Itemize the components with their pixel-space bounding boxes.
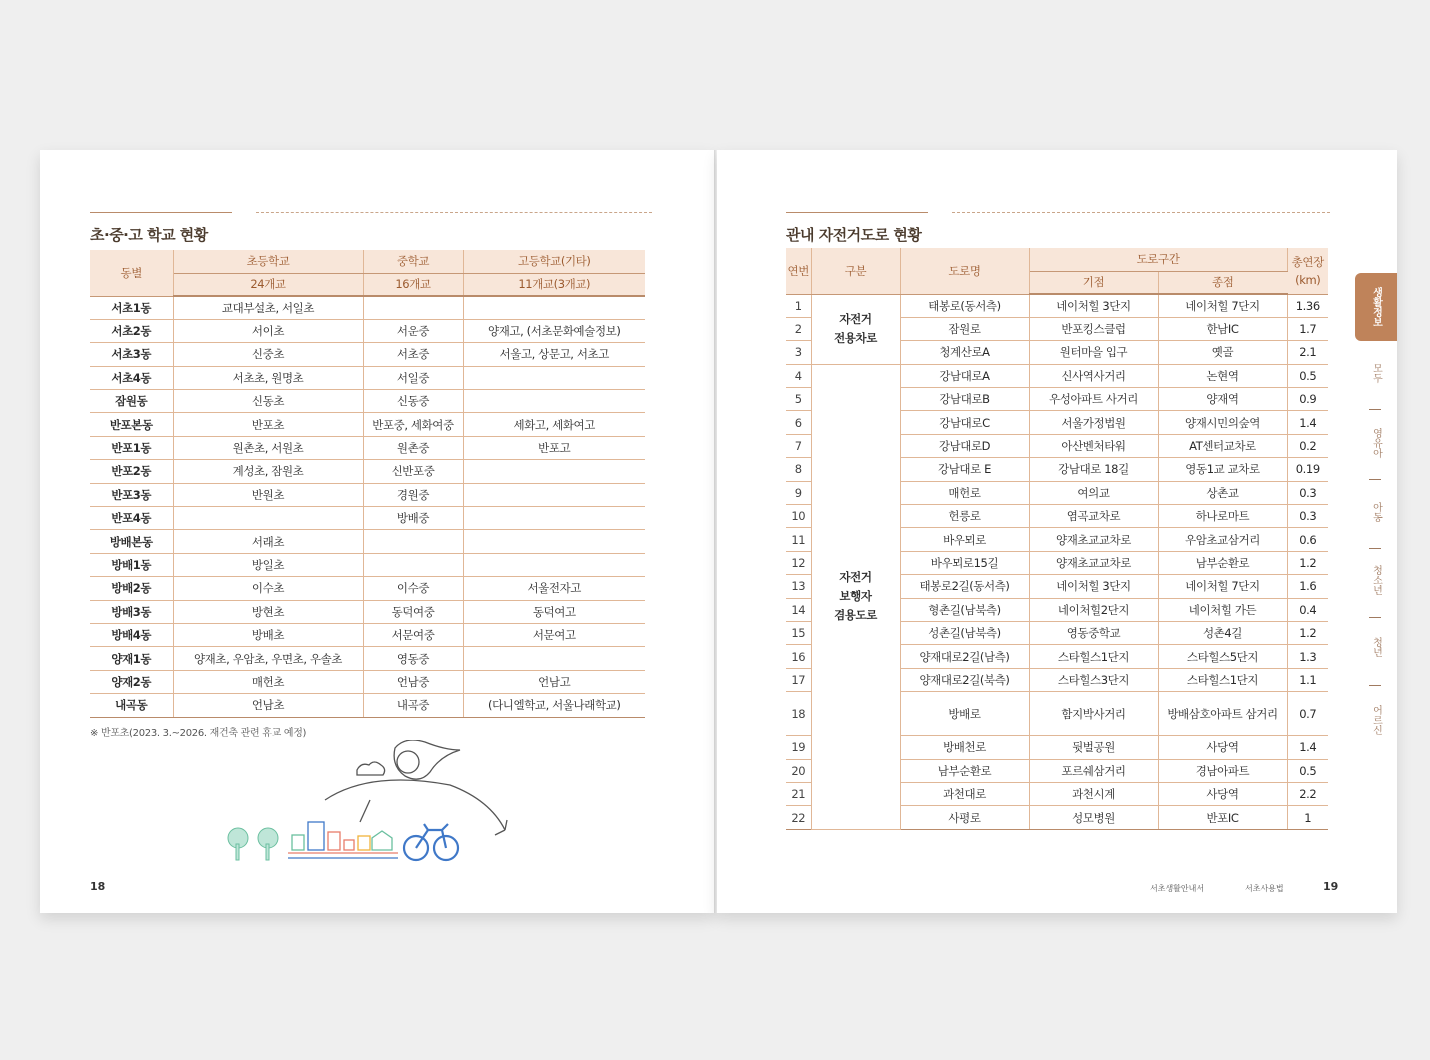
tab-label: 모두 [1370,363,1382,383]
tab-divider [1369,685,1381,686]
cell-category: 자전거 전용차로 [811,294,900,364]
cell-elementary: 방현초 [173,600,363,623]
table-row [90,390,645,413]
cell-dong: 서초4동 [90,366,173,389]
tab-label: 영유아 [1370,428,1382,458]
cell-start: 강남대로 18길 [1029,458,1158,481]
cell-dong: 내곡동 [90,694,173,717]
tab-divider [1369,409,1381,410]
cell-no: 15 [786,621,811,644]
cell-no: 5 [786,388,811,411]
cell-high [463,507,645,530]
cell-start: 양재초교교차로 [1029,528,1158,551]
cell-road: 형촌길(남북측) [900,598,1029,621]
cell-length: 0.5 [1287,759,1328,782]
cell-start: 과천시계 [1029,782,1158,805]
cell-end: 우암초교삼거리 [1158,528,1287,551]
header-length-unit: (km) [1295,272,1321,287]
cell-road: 방배천로 [900,736,1029,759]
cell-length: 0.2 [1287,434,1328,457]
cell-end: 논현역 [1158,364,1287,387]
tab-divider [1369,548,1381,549]
cell-elementary: 원촌초, 서원초 [173,436,363,459]
cell-high: 반포고 [463,436,645,459]
table-row [90,343,645,366]
cell-end: 반포IC [1158,806,1287,829]
cell-middle [363,530,463,553]
table-row [90,623,645,646]
cell-start: 뒷벌공원 [1029,736,1158,759]
cell-elementary: 반원초 [173,483,363,506]
table-row [786,364,1328,387]
table-row [90,553,645,576]
tab-life-info[interactable] [1355,273,1397,341]
tab-label: 아동 [1370,502,1382,522]
cell-end: 네이처힐 7단지 [1158,575,1287,598]
cell-start: 포르쉐삼거리 [1029,759,1158,782]
cell-start: 여의교 [1029,481,1158,504]
cell-elementary: 매헌초 [173,670,363,693]
cell-middle: 동덕여중 [363,600,463,623]
cell-high: 동덕여고 [463,600,645,623]
cell-end: 옛골 [1158,341,1287,364]
table-row [90,694,645,717]
cell-dong: 양재2동 [90,670,173,693]
cell-road: 헌릉로 [900,505,1029,528]
cell-dong: 반포본동 [90,413,173,436]
cell-no: 14 [786,598,811,621]
tab-label: 어르신 [1370,705,1382,735]
cell-high: 서울고, 상문고, 서초고 [463,343,645,366]
tab-all[interactable] [1355,363,1397,387]
cell-elementary: 서이초 [173,319,363,342]
cell-length: 0.9 [1287,388,1328,411]
cell-high: 세화고, 세화여고 [463,413,645,436]
school-section-title: 초·중·고 학교 현황 [90,226,208,244]
header-end: 종점 [1158,271,1287,294]
cell-elementary: 양재초, 우암초, 우면초, 우솔초 [173,647,363,670]
cell-high [463,296,645,319]
header-category: 구분 [811,248,900,294]
tab-youth[interactable] [1355,565,1397,599]
cell-road: 양재대로2길(북측) [900,668,1029,691]
cell-elementary: 신동초 [173,390,363,413]
cell-no: 7 [786,434,811,457]
header-high-count: 11개교(3개교) [463,273,645,296]
cell-middle: 서운중 [363,319,463,342]
cell-end: 사당역 [1158,782,1287,805]
cell-dong: 반포4동 [90,507,173,530]
cell-elementary: 방일초 [173,553,363,576]
cell-dong: 방배본동 [90,530,173,553]
header-no: 연번 [786,248,811,294]
bike-section-title: 관내 자전거도로 현황 [786,226,922,244]
table-row [90,507,645,530]
cell-length: 0.19 [1287,458,1328,481]
cell-middle: 원촌중 [363,436,463,459]
cell-dong: 방배3동 [90,600,173,623]
tab-child[interactable] [1355,502,1397,526]
cell-end: 스타힐스5단지 [1158,645,1287,668]
cell-start: 염곡교차로 [1029,505,1158,528]
cell-end: 남부순환로 [1158,551,1287,574]
cell-elementary: 서래초 [173,530,363,553]
cell-road: 과천대로 [900,782,1029,805]
cell-end: 영동1교 교차로 [1158,458,1287,481]
title-rule-dashed [256,212,652,213]
cell-road: 청계산로A [900,341,1029,364]
cell-no: 2 [786,317,811,340]
cell-end: 경남아파트 [1158,759,1287,782]
cell-middle: 방배중 [363,507,463,530]
cell-length: 2.1 [1287,341,1328,364]
cell-start: 성모병원 [1029,806,1158,829]
cell-high [463,366,645,389]
cell-no: 1 [786,294,811,317]
title-rule-solid [786,212,928,213]
header-middle-count: 16개교 [363,273,463,296]
cell-no: 4 [786,364,811,387]
cell-road: 성촌길(남북측) [900,621,1029,644]
cell-length: 1.3 [1287,645,1328,668]
table-row [90,366,645,389]
cell-end: 방배삼호아파트 삼거리 [1158,692,1287,736]
school-table [90,250,645,718]
cell-no: 3 [786,341,811,364]
cell-end: AT센터교차로 [1158,434,1287,457]
table-row [90,296,645,319]
left-page-number: 18 [90,880,106,893]
cell-elementary: 계성초, 잠원초 [173,460,363,483]
cell-road: 매헌로 [900,481,1029,504]
cell-middle [363,296,463,319]
cell-no: 11 [786,528,811,551]
tab-young-adult[interactable] [1355,637,1397,661]
cell-start: 아산벤처타워 [1029,434,1158,457]
cell-road: 강남대로A [900,364,1029,387]
cell-road: 강남대로C [900,411,1029,434]
cell-high: 서문여고 [463,623,645,646]
tab-infant[interactable] [1355,428,1397,462]
cell-dong: 서초1동 [90,296,173,319]
cell-middle: 언남중 [363,670,463,693]
cell-elementary: 이수초 [173,577,363,600]
cell-length: 1.4 [1287,736,1328,759]
cell-length: 1.36 [1287,294,1328,317]
cell-road: 바우뫼로15길 [900,551,1029,574]
cell-dong: 서초3동 [90,343,173,366]
cell-no: 9 [786,481,811,504]
cell-length: 1.6 [1287,575,1328,598]
header-length-label: 총연장 [1291,254,1324,269]
table-row [90,413,645,436]
cell-high: 양재고, (서초문화예술정보) [463,319,645,342]
cell-high: (다니엘학교, 서울나래학교) [463,694,645,717]
cell-length: 0.3 [1287,505,1328,528]
cell-no: 17 [786,668,811,691]
header-start: 기점 [1029,271,1158,294]
cell-no: 19 [786,736,811,759]
cell-high: 언남고 [463,670,645,693]
cell-dong: 방배1동 [90,553,173,576]
cell-road: 방배로 [900,692,1029,736]
footer-chapter: 서초사용법 [1245,884,1284,893]
cell-start: 함지박사거리 [1029,692,1158,736]
cell-road: 강남대로 E [900,458,1029,481]
header-dong: 동별 [90,250,173,296]
cell-no: 16 [786,645,811,668]
cell-road: 태봉로2길(동서측) [900,575,1029,598]
cell-length: 0.3 [1287,481,1328,504]
cell-elementary: 방배초 [173,623,363,646]
cell-middle: 반포중, 세화여중 [363,413,463,436]
cell-road: 강남대로B [900,388,1029,411]
cell-end: 하나로마트 [1158,505,1287,528]
cell-end: 상촌교 [1158,481,1287,504]
cell-road: 양재대로2길(남측) [900,645,1029,668]
cell-middle [363,553,463,576]
header-section: 도로구간 [1029,248,1287,271]
cell-length: 0.7 [1287,692,1328,736]
cell-middle: 신반포중 [363,460,463,483]
cell-no: 20 [786,759,811,782]
cell-start: 영동중학교 [1029,621,1158,644]
cell-middle: 서문여중 [363,623,463,646]
cell-no: 12 [786,551,811,574]
cell-end: 한남IC [1158,317,1287,340]
cell-middle: 내곡중 [363,694,463,717]
table-row [90,670,645,693]
cell-no: 6 [786,411,811,434]
cell-dong: 방배4동 [90,623,173,646]
cell-dong: 방배2동 [90,577,173,600]
cell-length: 1.1 [1287,668,1328,691]
cell-dong: 반포3동 [90,483,173,506]
cell-high [463,530,645,553]
cell-end: 네이처힐 가든 [1158,598,1287,621]
cell-no: 10 [786,505,811,528]
table-row [90,319,645,342]
cell-elementary: 신중초 [173,343,363,366]
cell-start: 네이처힐 3단지 [1029,294,1158,317]
cell-no: 22 [786,806,811,829]
cell-end: 사당역 [1158,736,1287,759]
cell-length: 0.6 [1287,528,1328,551]
cell-end: 양재시민의숲역 [1158,411,1287,434]
cell-category: 자전거 보행자 겸용도로 [811,364,900,829]
cell-dong: 잠원동 [90,390,173,413]
cell-high [463,483,645,506]
cell-start: 서울가정법원 [1029,411,1158,434]
tab-divider [1369,617,1381,618]
cell-road: 태봉로(동서측) [900,294,1029,317]
header-elementary-count: 24개교 [173,273,363,296]
cell-start: 네이처힐2단지 [1029,598,1158,621]
cell-dong: 반포1동 [90,436,173,459]
cell-dong: 서초2동 [90,319,173,342]
cell-dong: 반포2동 [90,460,173,483]
header-road: 도로명 [900,248,1029,294]
cell-middle: 영동중 [363,647,463,670]
cell-elementary: 서초초, 원명초 [173,366,363,389]
side-tabs [1355,273,1397,735]
table-row [90,600,645,623]
title-rule-solid [90,212,232,213]
table-row [90,647,645,670]
cell-high [463,553,645,576]
cell-start: 양재초교교차로 [1029,551,1158,574]
table-row [90,460,645,483]
cell-end: 네이처힐 7단지 [1158,294,1287,317]
cell-length: 0.5 [1287,364,1328,387]
tab-senior[interactable] [1355,705,1397,739]
table-row [90,577,645,600]
cell-dong: 양재1동 [90,647,173,670]
cell-no: 13 [786,575,811,598]
cell-length: 1 [1287,806,1328,829]
cell-middle: 서일중 [363,366,463,389]
cell-no: 21 [786,782,811,805]
cell-elementary [173,507,363,530]
cell-middle: 서초중 [363,343,463,366]
school-note: ※ 반포초(2023. 3.~2026. 재건축 관련 휴교 예정) [90,728,307,739]
cell-road: 남부순환로 [900,759,1029,782]
tab-label: 청소년 [1370,565,1382,595]
cell-end: 양재역 [1158,388,1287,411]
header-length [1287,248,1328,294]
right-page-number: 19 [1323,880,1339,893]
cell-start: 스타힐스1단지 [1029,645,1158,668]
cell-elementary: 언남초 [173,694,363,717]
title-rule-dashed [952,212,1330,213]
cell-middle: 경원중 [363,483,463,506]
cell-high: 서울전자고 [463,577,645,600]
cell-road: 바우뫼로 [900,528,1029,551]
cell-middle: 이수중 [363,577,463,600]
cell-length: 1.4 [1287,411,1328,434]
cell-end: 성촌4길 [1158,621,1287,644]
cell-road: 잠원로 [900,317,1029,340]
tab-divider [1369,479,1381,480]
table-row [90,436,645,459]
cell-elementary: 교대부설초, 서일초 [173,296,363,319]
cyclist-illustration-icon [220,740,520,870]
cell-road: 사평로 [900,806,1029,829]
cell-elementary: 반포초 [173,413,363,436]
footer-book-title: 서초생활안내서 [1150,884,1205,893]
cell-start: 원터마을 입구 [1029,341,1158,364]
table-row [90,530,645,553]
cell-length: 1.2 [1287,551,1328,574]
bike-road-table [786,248,1328,830]
cell-start: 네이처힐 3단지 [1029,575,1158,598]
table-row [786,294,1328,317]
table-row [90,483,645,506]
tab-label: 청년 [1370,637,1382,657]
cell-high [463,647,645,670]
cell-start: 우성아파트 사거리 [1029,388,1158,411]
cell-no: 18 [786,692,811,736]
cell-start: 신사역사거리 [1029,364,1158,387]
cell-length: 0.4 [1287,598,1328,621]
cell-length: 1.2 [1287,621,1328,644]
header-elementary: 초등학교 [173,250,363,273]
cell-start: 반포킹스클럽 [1029,317,1158,340]
cell-length: 2.2 [1287,782,1328,805]
cell-middle: 신동중 [363,390,463,413]
cell-road: 강남대로D [900,434,1029,457]
header-high: 고등학교(기타) [463,250,645,273]
cell-high [463,460,645,483]
cell-length: 1.7 [1287,317,1328,340]
tab-life-info-label: 생활정보 [1370,287,1382,327]
cell-high [463,390,645,413]
header-middle: 중학교 [363,250,463,273]
cell-no: 8 [786,458,811,481]
cell-end: 스타힐스1단지 [1158,668,1287,691]
cell-start: 스타힐스3단지 [1029,668,1158,691]
